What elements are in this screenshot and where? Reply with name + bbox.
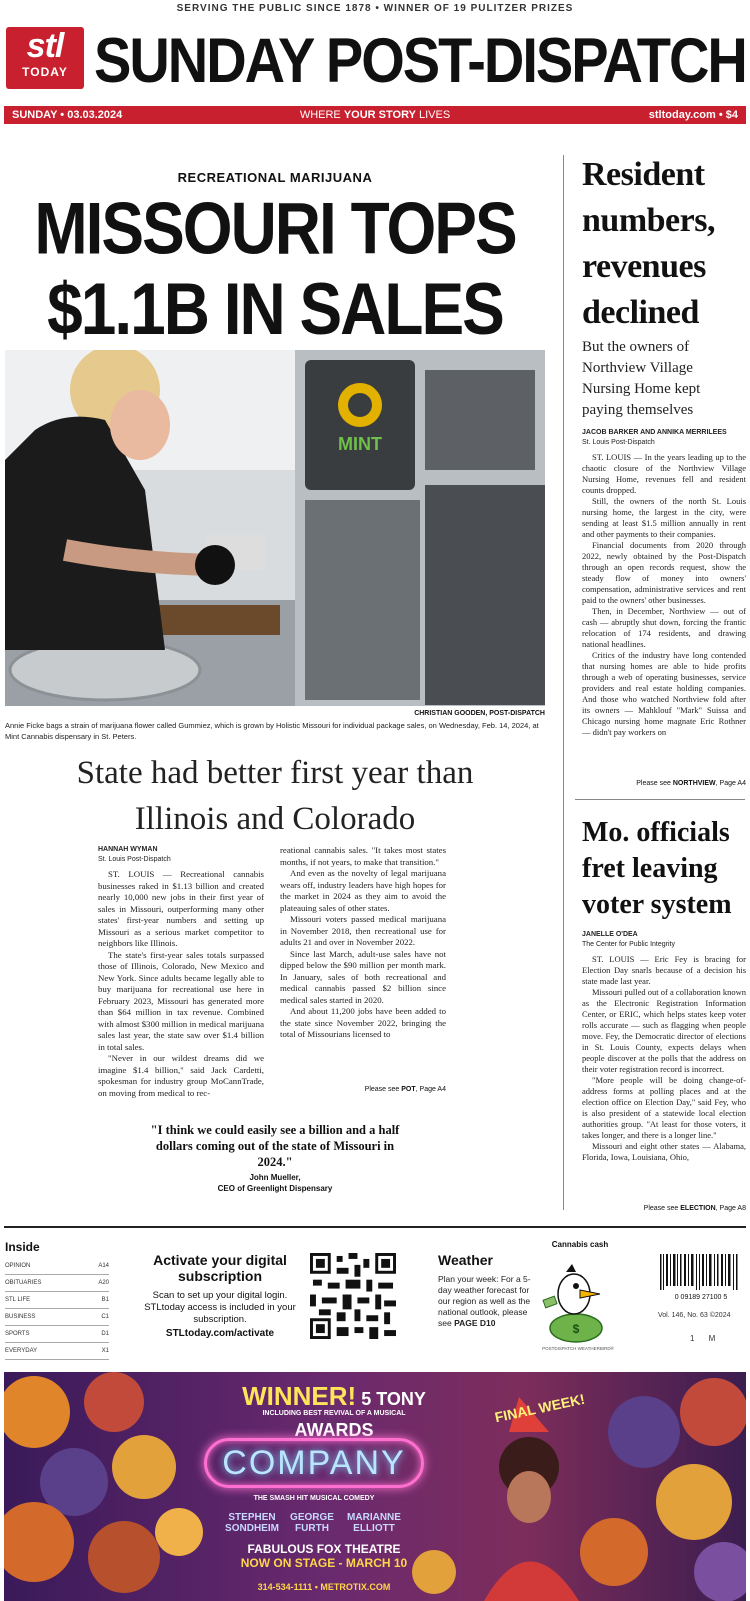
lead-photo[interactable] bbox=[5, 350, 545, 706]
story2-byline: JACOB BARKER AND ANNIKA MERRILEES bbox=[582, 429, 727, 436]
dispensary-photo-illustration bbox=[5, 350, 545, 706]
paragraph: Still, the owners of the north St. Louis nursing home, the largest in the city, were sending at least $1.5 million annually in rent and other payments to their companies. bbox=[582, 496, 746, 539]
stltoday-logo[interactable] bbox=[6, 27, 84, 89]
ad-venue: FABULOUS FOX THEATRE NOW ON STAGE - MARCH 10 bbox=[240, 1542, 408, 1570]
svg-text:MINT: MINT bbox=[338, 434, 382, 454]
story3-affiliation: The Center for Public Integrity bbox=[582, 941, 675, 948]
paragraph: ST. LOUIS — Eric Fey is bracing for Election Day snarls because of a decision his state made last year. bbox=[582, 954, 746, 986]
paragraph: Then, in December, Northview — out of cash — abruptly shut down, forcing the frantic relocation of 174 residents, and drawing national headlines. bbox=[582, 606, 746, 649]
barcode-icon bbox=[656, 1252, 746, 1302]
weather-page-link[interactable]: PAGE D10 bbox=[454, 1318, 496, 1328]
lead-subhead[interactable]: State had better first year than Illinois and Colorado bbox=[76, 755, 474, 837]
story2-headline[interactable]: Resident numbers, revenues declined bbox=[582, 156, 715, 331]
inside-title: Inside bbox=[5, 1240, 40, 1254]
edition-code: 1 M bbox=[690, 1334, 722, 1343]
ad-award-headline: WINNER! 5 TONY AWARDS bbox=[242, 1381, 426, 1440]
paragraph: The state's first-year sales totals surpassed those of Illinois, Colorado, New Mexico and New York. Since adults became legally able to buy marijuana for recreational use here in February 2023, Missouri has generated more than $64 million in tax revenue. Combined with almost $300 million in medical marijuana sales last year, the state saw over $1.4 billion in total sales. bbox=[98, 949, 264, 1052]
paragraph: Missouri and eight other states — Alabama, Florida, Iowa, Louisiana, Ohio, bbox=[582, 1141, 746, 1162]
lead-byline: HANNAH WYMAN bbox=[98, 846, 158, 853]
logo-subtext: TODAY bbox=[22, 65, 68, 79]
paragraph: ST. LOUIS — Recreational cannabis businesses raked in $1.13 billion and created nearly 10,000 new jobs in their first year of sales in Missouri, outperforming many other states' first-year numbers and setting up Missouri as a serious market competitor to neighbors like Illinois. bbox=[98, 869, 264, 948]
paragraph: Missouri voters passed medical marijuana in November 2018, then recreational use for adults 21 and over in November 2022. bbox=[280, 914, 446, 947]
slogan: WHERE YOUR STORY LIVES bbox=[299, 109, 451, 121]
index-row[interactable]: OBITUARIES A20 bbox=[5, 1275, 109, 1292]
company-musical-ad[interactable] bbox=[4, 1372, 746, 1601]
paragraph: "Never in our wildest dreams did we imagine $1.4 billion," said Jack Cardetti, spokesman for industry group MoCannTrade, on moving from medical to rec- bbox=[98, 1053, 264, 1098]
promo-title: Activate your digital subscription bbox=[153, 1252, 287, 1284]
weather-title: Weather bbox=[438, 1252, 493, 1268]
pull-quote: "I think we could easily see a billion and a half dollars coming out of the state of Missouri in 2024." bbox=[150, 1123, 400, 1169]
headline-line-1: MISSOURI TOPS bbox=[34, 186, 516, 270]
ad-credits: STEPHEN SONDHEIM GEORGE FURTH MARIANNE ELLIOTT bbox=[225, 1512, 401, 1534]
column-divider bbox=[563, 155, 564, 1210]
story3-byline: JANELLE O'DEA bbox=[582, 931, 638, 938]
ad-phone-link[interactable]: 314-534-1111 • METROTIX.COM bbox=[257, 1582, 391, 1592]
lead-kicker: RECREATIONAL MARIJUANA bbox=[177, 170, 373, 185]
paragraph: And even as the novelty of legal marijuana wears off, industry leaders have high hopes for the market in 2024 as they aim to avoid the plateauing sales of other states. bbox=[280, 868, 446, 913]
story2-jump-link[interactable]: Please see NORTHVIEW, Page A4 bbox=[636, 780, 746, 787]
photo-credit: CHRISTIAN GOODEN, POST-DISPATCH bbox=[414, 710, 545, 717]
index-row[interactable]: EVERYDAY X1 bbox=[5, 1343, 109, 1360]
ad-tagline: THE SMASH HIT MUSICAL COMEDY bbox=[253, 1495, 375, 1502]
date-bar bbox=[4, 106, 746, 124]
index-row[interactable]: SPORTS D1 bbox=[5, 1326, 109, 1343]
weather-body: Plan your week: For a 5-day weather forecast for our region as well as the national outlook, please see PAGE D10 bbox=[438, 1274, 531, 1328]
activate-link[interactable]: STLtoday.com/activate bbox=[165, 1328, 275, 1339]
photo-caption: Annie Ficke bags a strain of marijuana flower called Gummiez, which is grown by Holistic Missouri for individual package sales, on Wednesday, Feb. 14, 2024, at Mint Cannabis dispensary in St. Peters. bbox=[5, 721, 539, 741]
story3-body bbox=[582, 930, 746, 1163]
ad-award-sub: INCLUDING BEST REVIVAL OF A MUSICAL bbox=[262, 1410, 406, 1417]
newspaper-title: SUNDAY POST-DISPATCH bbox=[94, 25, 746, 96]
paragraph: reational cannabis sales. "It takes most states months, if not years, to make that transition." bbox=[280, 845, 446, 867]
paragraph: ST. LOUIS — In the years leading up to the chaotic closure of the Northview Village Nursing Home, revenues fell and resident counts dropped. bbox=[582, 452, 746, 495]
edition-date: SUNDAY • 03.03.2024 bbox=[12, 109, 123, 121]
tagline-bar: SERVING THE PUBLIC SINCE 1878 • WINNER OF 19 PULITZER PRIZES bbox=[0, 0, 750, 18]
weather-promo bbox=[438, 1252, 538, 1329]
ad-show-title: COMPANY bbox=[204, 1438, 424, 1488]
masthead bbox=[6, 22, 746, 96]
logo-text: stl bbox=[26, 27, 64, 65]
svg-text:$: $ bbox=[572, 1322, 580, 1336]
barcode-digits: 0 09189 27100 5 bbox=[674, 1294, 728, 1301]
paragraph: "More people will be doing change-of-address forms at polling places and at the election office on Election Day," said Fey, who is also president of a statewide local election authorities group. "At least for those voters, it takes longer, and there is a longer line." bbox=[582, 1075, 746, 1140]
headline-line-2: $1.1B IN SALES bbox=[47, 267, 503, 351]
paragraph: Financial documents from 2020 through 2022, newly obtained by the Post-Dispatch through an open records request, show the steady flow of money into owners' compensation, administrative services and rent paid to the owners' other businesses. bbox=[582, 540, 746, 605]
story2-deck: But the owners of Northview Village Nursing Home kept paying themselves bbox=[582, 339, 701, 418]
digital-subscription-promo bbox=[140, 1252, 300, 1340]
site-price[interactable]: stltoday.com • $4 bbox=[648, 109, 738, 121]
lead-headline[interactable] bbox=[5, 188, 545, 349]
lead-article-col-2 bbox=[280, 845, 446, 1041]
story3-jump-link[interactable]: Please see ELECTION, Page A8 bbox=[643, 1205, 746, 1212]
index-row[interactable]: BUSINESS C1 bbox=[5, 1309, 109, 1326]
weatherbird-caption: Cannabis cash bbox=[551, 1240, 609, 1249]
index-row[interactable]: STL LIFE B1 bbox=[5, 1292, 109, 1309]
weatherbird-footer: POSTDISPATCH WEATHERBIRD® bbox=[542, 1346, 614, 1351]
paragraph: Critics of the industry have long contended that nursing homes are able to hide profits through a web of operating businesses, service providers and real estate holding companies. And those who watched Northview fold after its owners — Mahklouf "Mark" Suissa and Chicago nursing home magnate Eric Rothner — didn't pay workers on bbox=[582, 650, 746, 737]
promo-body: Scan to set up your digital login. STLtoday access is included in your subscription. bbox=[144, 1290, 296, 1325]
lead-article-col-1 bbox=[98, 845, 264, 1099]
qr-code-icon[interactable] bbox=[310, 1253, 396, 1339]
story2-body bbox=[582, 428, 746, 738]
ad-final-week: FINAL WEEK! bbox=[493, 1390, 587, 1426]
lead-affiliation: St. Louis Post-Dispatch bbox=[98, 856, 171, 863]
inside-index bbox=[5, 1240, 109, 1360]
volume-info: Vol. 146, No. 63 ©2024 bbox=[658, 1312, 731, 1319]
paragraph: And about 11,200 jobs have been added to the state since November 2022, bringing the total of Missourians licensed to bbox=[280, 1006, 446, 1039]
section-divider bbox=[4, 1226, 746, 1228]
pull-quote-attribution: John Mueller, CEO of Greenlight Dispensary bbox=[217, 1173, 333, 1193]
weatherbird-cartoon-icon bbox=[536, 1260, 616, 1346]
lead-jump-link[interactable]: Please see POT, Page A4 bbox=[364, 1086, 446, 1093]
paragraph: Since last March, adult-use sales have not dipped below the $90 million per month mark. In January, sales of both recreational and medical cannabis passed $2 billion since medical sales started in 2020. bbox=[280, 948, 446, 1005]
story-divider bbox=[575, 799, 745, 800]
paragraph: Missouri pulled out of a collaboration known as the Electronic Registration Information Center, or ERIC, which helps states keep voter rolls accurate — such as flagging when people move. Fey, the Democratic director of elections in St. Louis County, expects delays when people discover at the polls that the address on their voter registration record is incorrect. bbox=[582, 987, 746, 1074]
story3-headline[interactable]: Mo. officials fret leaving voter system bbox=[582, 817, 732, 920]
index-row[interactable]: OPINION A14 bbox=[5, 1258, 109, 1275]
story2-affiliation: St. Louis Post-Dispatch bbox=[582, 439, 655, 446]
